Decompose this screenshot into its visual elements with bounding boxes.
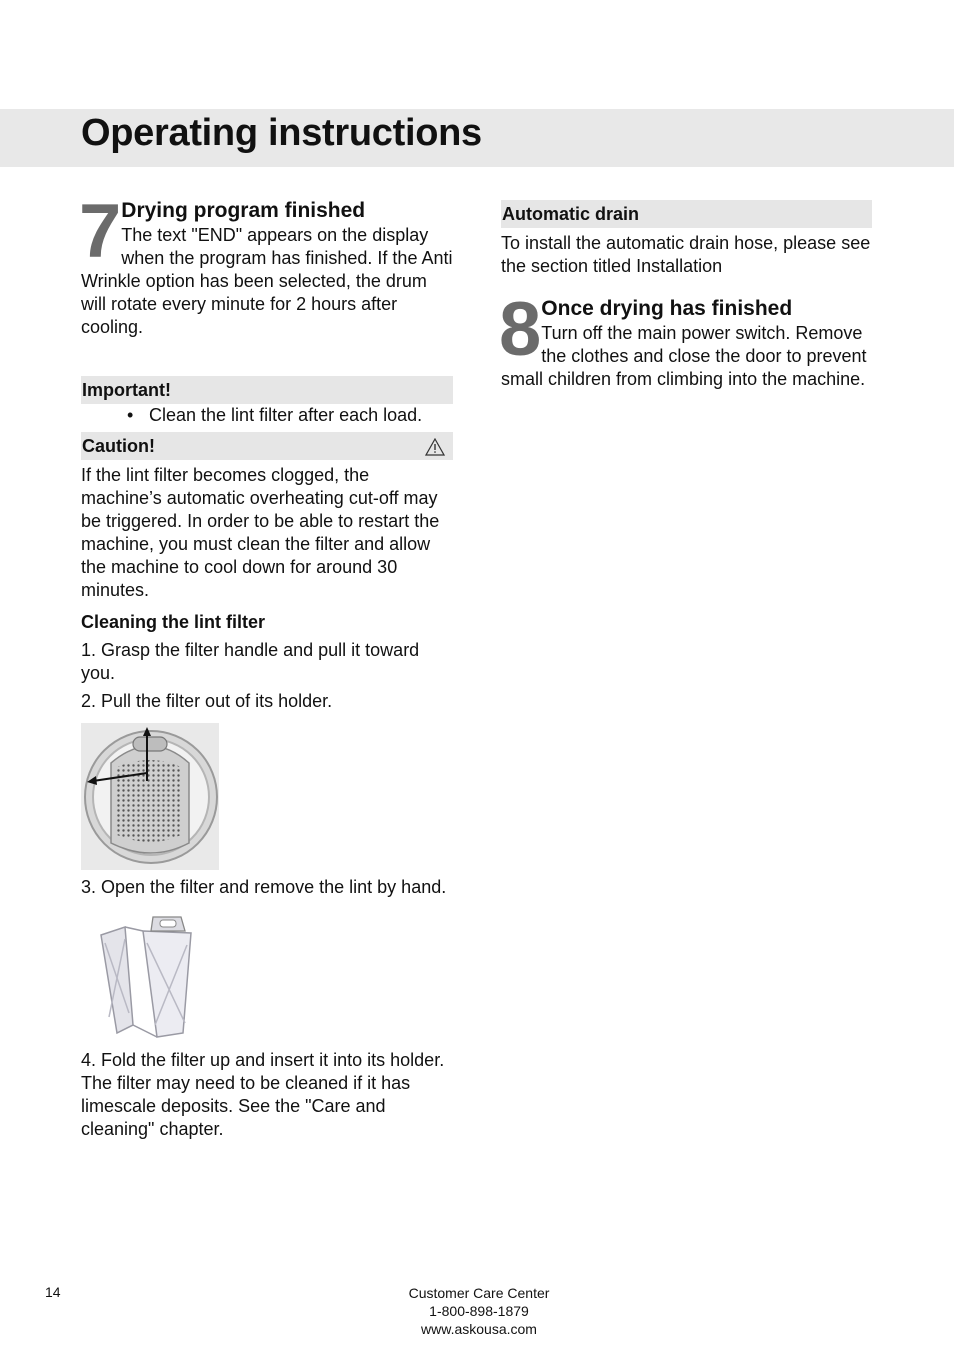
page-number: 14 — [45, 1284, 61, 1300]
step-8-section — [499, 287, 872, 391]
bullet-text: Clean the lint filter after each load. — [149, 405, 423, 425]
step-heading: Drying program finished — [121, 199, 366, 222]
instruction-step: 2. Pull the filter out of its holder. — [81, 691, 333, 711]
list-item: • Clean the lint filter after each load. — [81, 404, 453, 427]
right-column — [501, 200, 872, 391]
instruction-step: 4. Fold the filter up and insert it into its holder. The filter may need to be cleaned if it has limescale deposits. See the "Care and cleaning" chapter. — [81, 1050, 445, 1139]
step-body: The text "END" appears on the display when the program has finished. If the Anti Wrinkle option has been selected, the drum will rotate every minute for 2 hours after cooling. — [81, 225, 453, 337]
caution-heading: Caution! — [82, 436, 155, 456]
step-heading: Once drying has finished — [541, 297, 793, 320]
drain-body: To install the automatic drain hose, please see the section titled Installation — [501, 233, 871, 276]
footer-phone: 1-800-898-1879 — [429, 1303, 529, 1319]
footer-contact — [329, 1284, 629, 1338]
step-number: 8 — [499, 287, 540, 372]
drain-heading: Automatic drain — [501, 200, 872, 228]
filter-handle-illustration — [81, 723, 219, 870]
step-body: Turn off the main power switch. Remove the clothes and close the door to prevent small children from climbing into the machine. — [501, 323, 867, 389]
step-7-section — [79, 189, 453, 339]
left-column — [79, 189, 453, 1141]
footer-line: Customer Care Center — [408, 1285, 550, 1301]
page-title: Operating instructions — [81, 112, 482, 154]
footer-website: www.askousa.com — [421, 1321, 537, 1337]
instruction-step: 3. Open the filter and remove the lint by hand. — [81, 877, 447, 897]
instruction-step: 1. Grasp the filter handle and pull it toward you. — [81, 640, 420, 683]
important-heading: Important! — [81, 376, 453, 404]
warning-triangle-icon — [425, 438, 445, 456]
caution-body: If the lint filter becomes clogged, the machine’s automatic overheating cut-off may be triggered. In order to be able to restart the machine, you must clean the filter and allow the machine to cool down for around 30 minutes. — [81, 465, 440, 600]
cleaning-heading: Cleaning the lint filter — [81, 612, 266, 632]
step-number: 7 — [79, 189, 120, 274]
open-filter-illustration — [81, 913, 215, 1043]
caution-heading-bar — [81, 432, 453, 460]
